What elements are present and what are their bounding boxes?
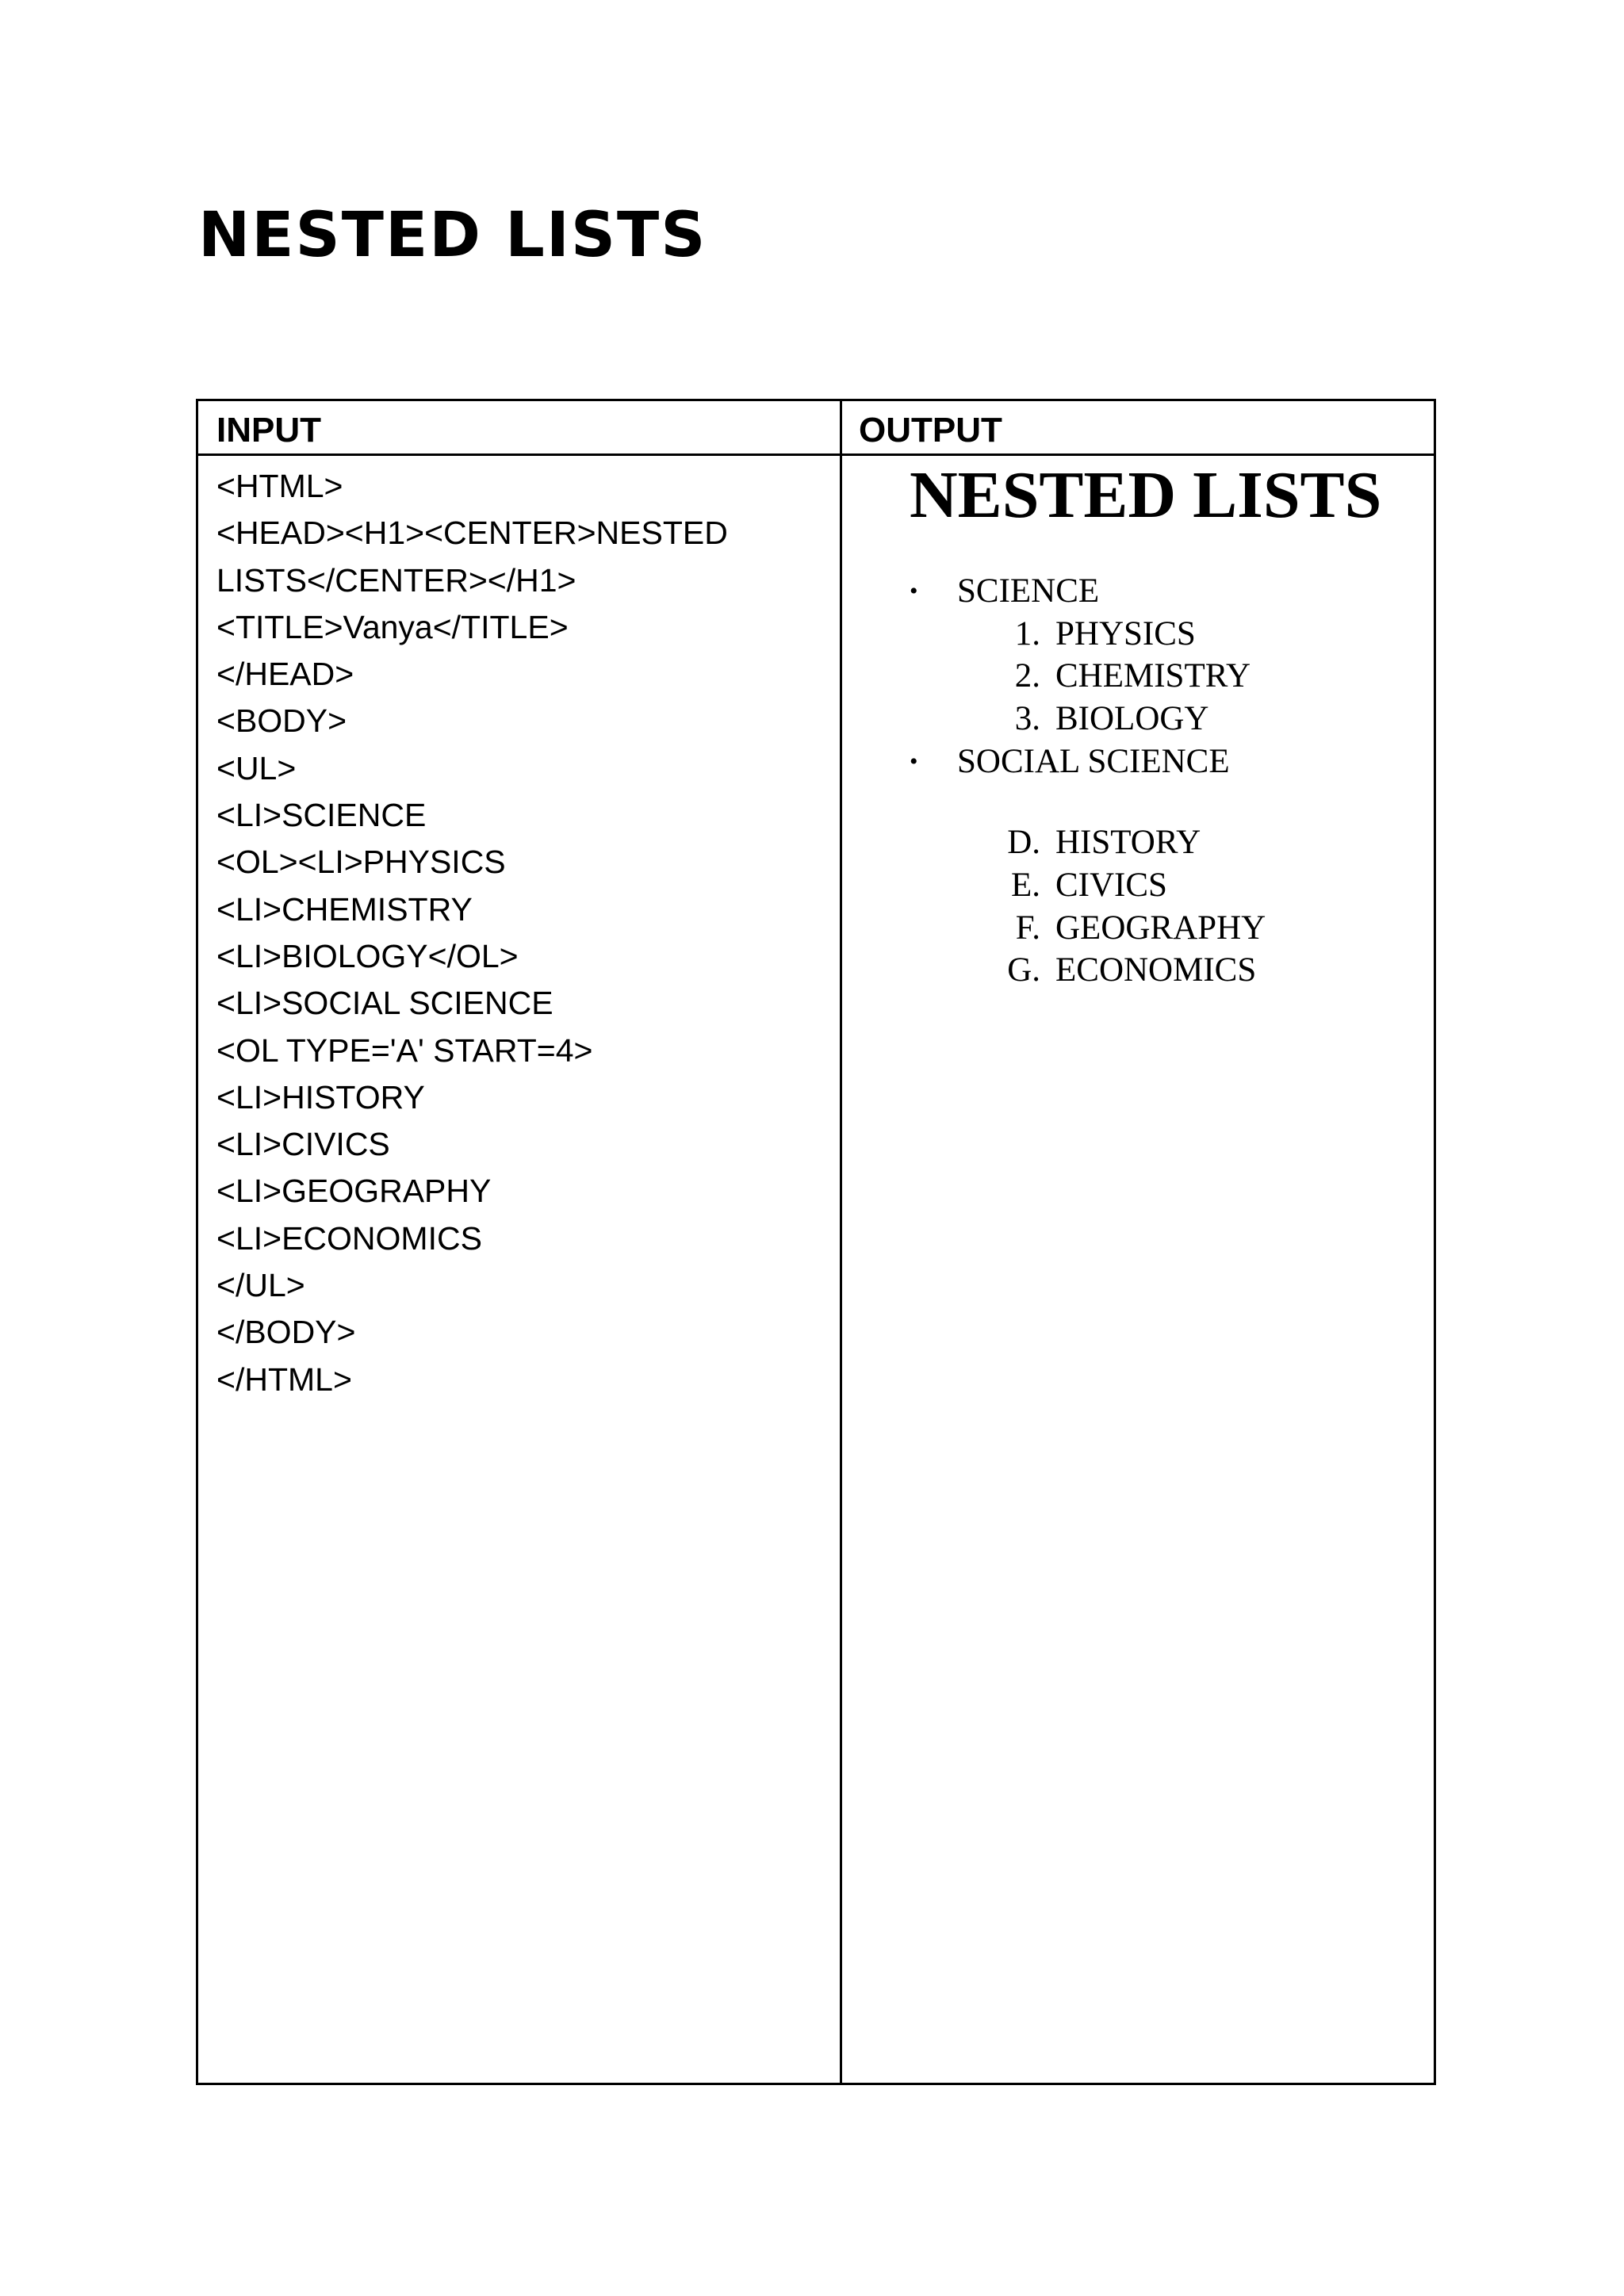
list-item-label: SOCIAL SCIENCE bbox=[957, 743, 1230, 780]
list-marker: 3. bbox=[1014, 700, 1040, 737]
list-item-text: PHYSICS bbox=[1055, 615, 1196, 652]
code-line: <LI>BIOLOGY</OL> bbox=[216, 937, 519, 974]
code-line: </HEAD> bbox=[216, 656, 354, 693]
list-item-label: SCIENCE bbox=[957, 572, 1100, 610]
code-line: <OL TYPE='A' START=4> bbox=[216, 1031, 593, 1069]
code-line: <OL><LI>PHYSICS bbox=[216, 844, 506, 881]
code-line: <LI>HISTORY bbox=[216, 1078, 425, 1115]
input-output-table bbox=[196, 399, 1436, 2085]
code-line: LISTS</CENTER></H1> bbox=[216, 561, 576, 599]
output-column-header: OUTPUT bbox=[859, 411, 1002, 450]
code-line: <LI>CIVICS bbox=[216, 1126, 390, 1163]
bullet-icon: • bbox=[910, 748, 918, 775]
list-item-text: ECONOMICS bbox=[1055, 951, 1257, 989]
code-line: <LI>GEOGRAPHY bbox=[216, 1173, 492, 1210]
code-line: <BODY> bbox=[216, 702, 347, 740]
list-item-text: HISTORY bbox=[1055, 824, 1201, 861]
list-marker: E. bbox=[1010, 867, 1040, 904]
code-line: <LI>SOCIAL SCIENCE bbox=[216, 985, 553, 1022]
code-line: </UL> bbox=[216, 1267, 305, 1304]
page-title: NESTED LISTS bbox=[198, 200, 707, 271]
input-column-header: INPUT bbox=[216, 411, 321, 450]
code-line: <LI>CHEMISTRY bbox=[216, 890, 473, 928]
list-marker: F. bbox=[1015, 909, 1040, 947]
code-line: </HTML> bbox=[216, 1360, 352, 1398]
list-marker: D. bbox=[1007, 824, 1040, 861]
code-line: <UL> bbox=[216, 749, 297, 786]
list-item-text: CHEMISTRY bbox=[1055, 657, 1251, 695]
output-heading: NESTED LISTS bbox=[910, 458, 1382, 532]
list-item-text: CIVICS bbox=[1055, 867, 1167, 904]
code-line: <LI>ECONOMICS bbox=[216, 1219, 482, 1257]
code-line: <HEAD><H1><CENTER>NESTED bbox=[216, 515, 728, 552]
list-marker: 2. bbox=[1014, 657, 1040, 695]
bullet-icon: • bbox=[910, 578, 918, 604]
code-line: <TITLE>Vanya</TITLE> bbox=[216, 608, 569, 645]
code-line: </BODY> bbox=[216, 1314, 356, 1351]
output-preview bbox=[842, 456, 1434, 2083]
code-line: <LI>SCIENCE bbox=[216, 797, 427, 834]
list-marker: 1. bbox=[1014, 615, 1040, 652]
list-marker: G. bbox=[1007, 951, 1040, 989]
list-item-text: GEOGRAPHY bbox=[1055, 909, 1266, 947]
input-code-block bbox=[216, 463, 728, 1403]
code-line: <HTML> bbox=[216, 468, 343, 504]
list-item-text: BIOLOGY bbox=[1055, 700, 1209, 737]
